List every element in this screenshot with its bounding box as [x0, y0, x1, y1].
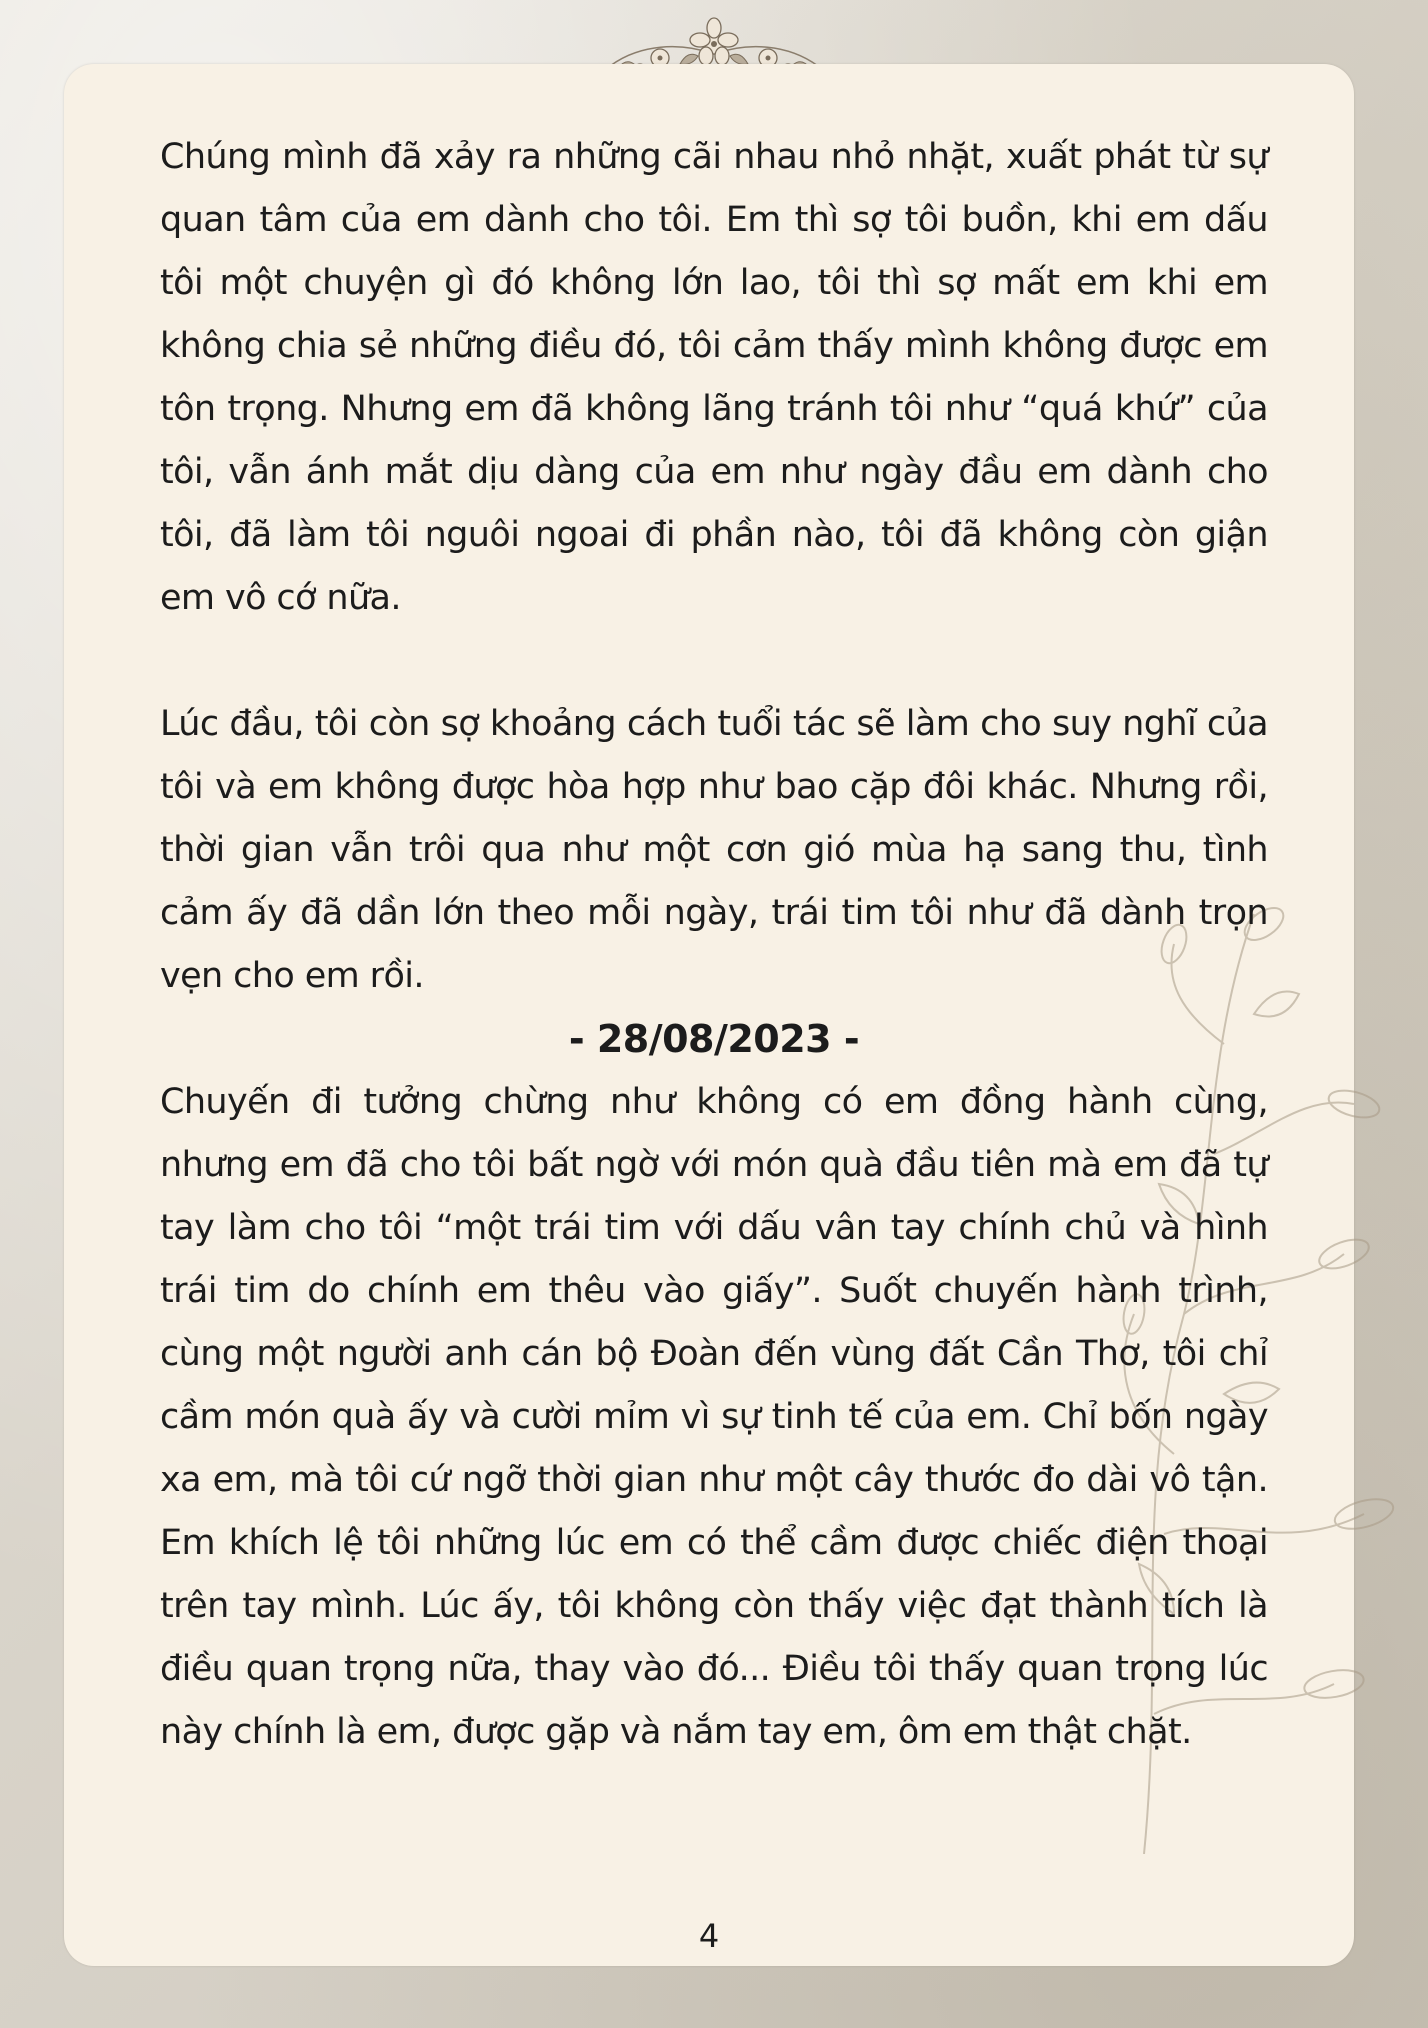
paragraph-1: Chúng mình đã xảy ra những cãi nhau nhỏ nhặt, xuất phát từ sự quan tâm của em dành cho tôi. Em thì sợ tôi buồn, khi em dấu tôi một chuyện gì đó không lớn lao, tôi thì sợ mất em khi em không chia sẻ những điều đó, tôi cảm thấy mình không được em tôn trọng. Nhưng em đã không lãng tránh tôi như “quá khứ” của tôi, vẫn ánh mắt dịu dàng của em như ngày đầu em dành cho tôi, đã làm tôi nguôi ngoai đi phần nào, tôi đã không còn giận em vô cớ nữa.	[160, 137, 1268, 618]
page-card	[64, 64, 1354, 1966]
date-heading: - 28/08/2023 -	[568, 1017, 860, 1061]
page-content	[160, 126, 1268, 1764]
paragraph-2: Lúc đầu, tôi còn sợ khoảng cách tuổi tác sẽ làm cho suy nghĩ của tôi và em không được hòa hợp như bao cặp đôi khác. Nhưng rồi, thời gian vẫn trôi qua như một cơn gió mùa hạ sang thu, tình cảm ấy đã dần lớn theo mỗi ngày, trái tim tôi như đã dành trọn vẹn cho em rồi.	[160, 704, 1268, 996]
paragraph-3: Chuyến đi tưởng chừng như không có em đồng hành cùng, nhưng em đã cho tôi bất ngờ với món quà đầu tiên mà em đã tự tay làm cho tôi “một trái tim với dấu vân tay chính chủ và hình trái tim do chính em thêu vào giấy”. Suốt chuyến hành trình, cùng một người anh cán bộ Đoàn đến vùng đất Cần Thơ, tôi chỉ cầm món quà ấy và cười mỉm vì sự tinh tế của em. Chỉ bốn ngày xa em, mà tôi cứ ngỡ thời gian như một cây thước đo dài vô tận. Em khích lệ tôi những lúc em có thể cầm được chiếc điện thoại trên tay mình. Lúc ấy, tôi không còn thấy việc đạt thành tích là điều quan trọng nữa, thay vào đó... Điều tôi thấy quan trọng lúc này chính là em, được gặp và nắm tay em, ôm em thật chặt.	[160, 1082, 1268, 1752]
page-number: 4	[698, 1917, 720, 1955]
